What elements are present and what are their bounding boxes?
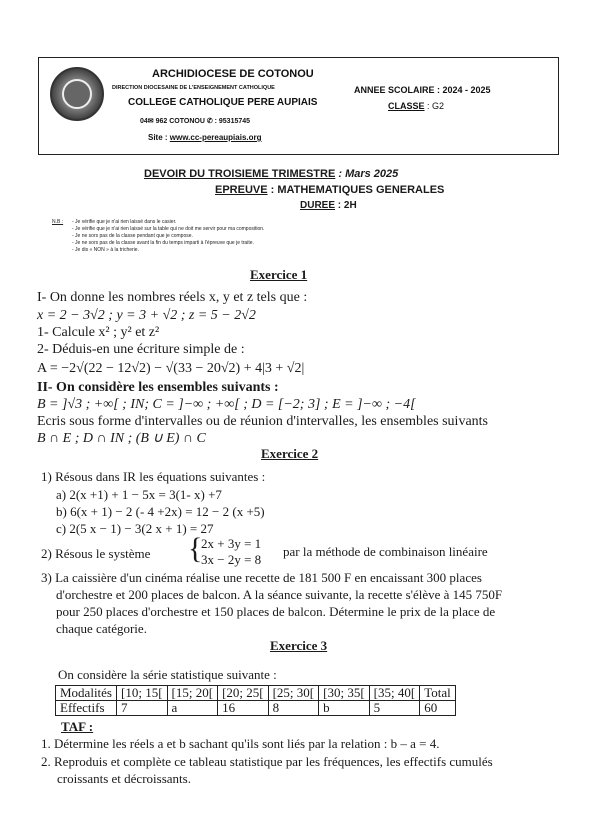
nb-line: - Je dis « NON » à la tricherie. — [72, 247, 139, 253]
address-line: 04✉ 962 COTONOU ✆ : 95315745 — [140, 118, 251, 125]
table-cell: 7 — [117, 701, 168, 716]
table-cell: [25; 30[ — [268, 686, 319, 701]
table-cell: 60 — [420, 701, 456, 716]
direction-name: DIRECTION DIOCESAINE DE L'ENSEIGNEMENT CATHOLIQUE — [112, 85, 275, 91]
ex1-part-2-text: II- On considère les ensembles suivants : — [37, 380, 279, 395]
school-logo — [50, 67, 104, 121]
classe-value: : G2 — [424, 101, 445, 111]
table-cell: Modalités — [56, 686, 117, 701]
table-cell: Total — [420, 686, 456, 701]
ex1-operations: B ∩ E ; D ∩ IN ; (B ∪ E) ∩ C — [37, 431, 206, 446]
ex1-sets: B = ]√3 ; +∞[ ; IN; C = ]−∞ ; +∞[ ; D = [−2; 3] ; E = ]−∞ ; −4[ — [37, 397, 416, 412]
devoir-title: DEVOIR DU TROISIEME TRIMESTRE — [144, 168, 336, 180]
table-cell: b — [319, 701, 370, 716]
table-cell: 16 — [218, 701, 269, 716]
epreuve-line — [215, 184, 444, 196]
nb-label: N.B : — [52, 219, 64, 225]
exercise-2-title: Exercice 2 — [261, 446, 319, 461]
ex2-q3-line: chaque catégorie. — [56, 621, 147, 636]
ex2-q2-method: par la méthode de combinaison linéaire — [283, 544, 488, 559]
ex1-part-1: I- On donne les nombres réels x, y et z tels que : — [37, 290, 308, 305]
ex2-equation-b: b) 6(x + 1) − 2 (- 4 +2x) = 12 − 2 (x +5) — [56, 504, 265, 519]
system-brace: { — [188, 532, 203, 565]
nb-line: - Je vérifie que je n'ai rien laissé dans le casier. — [72, 219, 177, 225]
ex1-xyz: x = 2 − 3√2 ; y = 3 + √2 ; z = 5 − 2√2 — [37, 308, 256, 323]
archdiocese-name: ARCHIDIOCESE DE COTONOU — [152, 68, 314, 80]
taf-label: TAF : — [61, 719, 94, 734]
ex3-intro: On considère la série statistique suivante : — [58, 667, 277, 682]
ex1-part-2 — [37, 380, 279, 396]
table-cell: 8 — [268, 701, 319, 716]
ex2-q2: 2) Résous le système — [41, 546, 151, 561]
ex2-q1: 1) Résous dans IR les équations suivantes : — [41, 469, 266, 484]
ex1-q1: 1- Calcule x² ; y² et z² — [37, 325, 160, 340]
duree-label: DUREE — [300, 200, 336, 211]
table-row — [56, 701, 456, 716]
epreuve-label: EPREUVE — [215, 184, 268, 196]
nb-line: - Je ne sors pas de la classe avant la fin du temps imparti à l'épreuve que je traite. — [72, 240, 254, 246]
ex1-q2: 2- Déduis-en une écriture simple de : — [37, 342, 245, 357]
nb-line: - Je ne sors pas de la classe pendant que je compose. — [72, 233, 193, 239]
exercise-1-title: Exercice 1 — [250, 267, 308, 282]
ex2-q3-line: pour 250 places d'orchestre et 150 places de balcon. Détermine le prix de la place de — [56, 604, 496, 619]
classe-label: CLASSE — [388, 101, 425, 111]
table-cell: [35; 40[ — [369, 686, 420, 701]
table-row — [56, 686, 456, 701]
classe-line — [388, 101, 444, 111]
devoir-line — [144, 168, 398, 180]
statistics-table — [55, 685, 456, 716]
epreuve-value: : MATHEMATIQUES GENERALES — [267, 184, 445, 196]
ex1-expression-a: A = −2√(22 − 12√2) − √(33 − 20√2) + 4|3 + √2| — [37, 361, 305, 376]
table-cell: [30; 35[ — [319, 686, 370, 701]
system-eq-2: 3x − 2y = 8 — [201, 552, 262, 567]
exercise-3-title: Exercice 3 — [270, 638, 328, 653]
table-cell: a — [167, 701, 218, 716]
site-label: Site : — [148, 133, 170, 142]
table-cell: [10; 15[ — [117, 686, 168, 701]
ex2-q3-line: d'orchestre et 200 places de balcon. A la séance suivante, la recette s'élève à 145 750F — [56, 587, 503, 602]
table-cell: Effectifs — [56, 701, 117, 716]
ex2-equation-a: a) 2(x +1) + 1 − 5x = 3(1- x) +7 — [56, 487, 222, 502]
ex3-task-1: 1. Détermine les réels a et b sachant qu'ils sont liés par la relation : b – a = 4. — [41, 736, 440, 751]
ex2-equation-c: c) 2(5 x − 1) − 3(2 x + 1) = 27 — [56, 521, 214, 536]
site-link[interactable]: www.cc-pereaupiais.org — [169, 133, 262, 142]
table-cell: 5 — [369, 701, 420, 716]
ex2-q3-line: 3) La caissière d'un cinéma réalise une recette de 181 500 F en encaissant 300 places — [41, 570, 482, 585]
school-year: ANNEE SCOLAIRE : 2024 - 2025 — [354, 85, 491, 95]
exam-date: : Mars 2025 — [335, 168, 399, 180]
ex3-task-2-cont: croissants et décroissants. — [57, 771, 191, 786]
system-eq-1: 2x + 3y = 1 — [201, 536, 262, 551]
college-name: COLLEGE CATHOLIQUE PERE AUPIAIS — [128, 97, 318, 108]
duree-line — [300, 200, 357, 211]
table-cell: [20; 25[ — [218, 686, 269, 701]
site-line — [148, 133, 262, 142]
ex1-instruction: Ecris sous forme d'intervalles ou de réunion d'intervalles, les ensembles suivants — [37, 414, 488, 429]
duree-value: : 2H — [335, 200, 357, 211]
ex3-task-2: 2. Reproduis et complète ce tableau statistique par les fréquences, les effectifs cumulés — [41, 754, 493, 769]
table-cell: [15; 20[ — [167, 686, 218, 701]
nb-line: - Je vérifie que je n'ai rien laissé sur la table qui ne doit me servir pour ma composition. — [72, 226, 265, 232]
